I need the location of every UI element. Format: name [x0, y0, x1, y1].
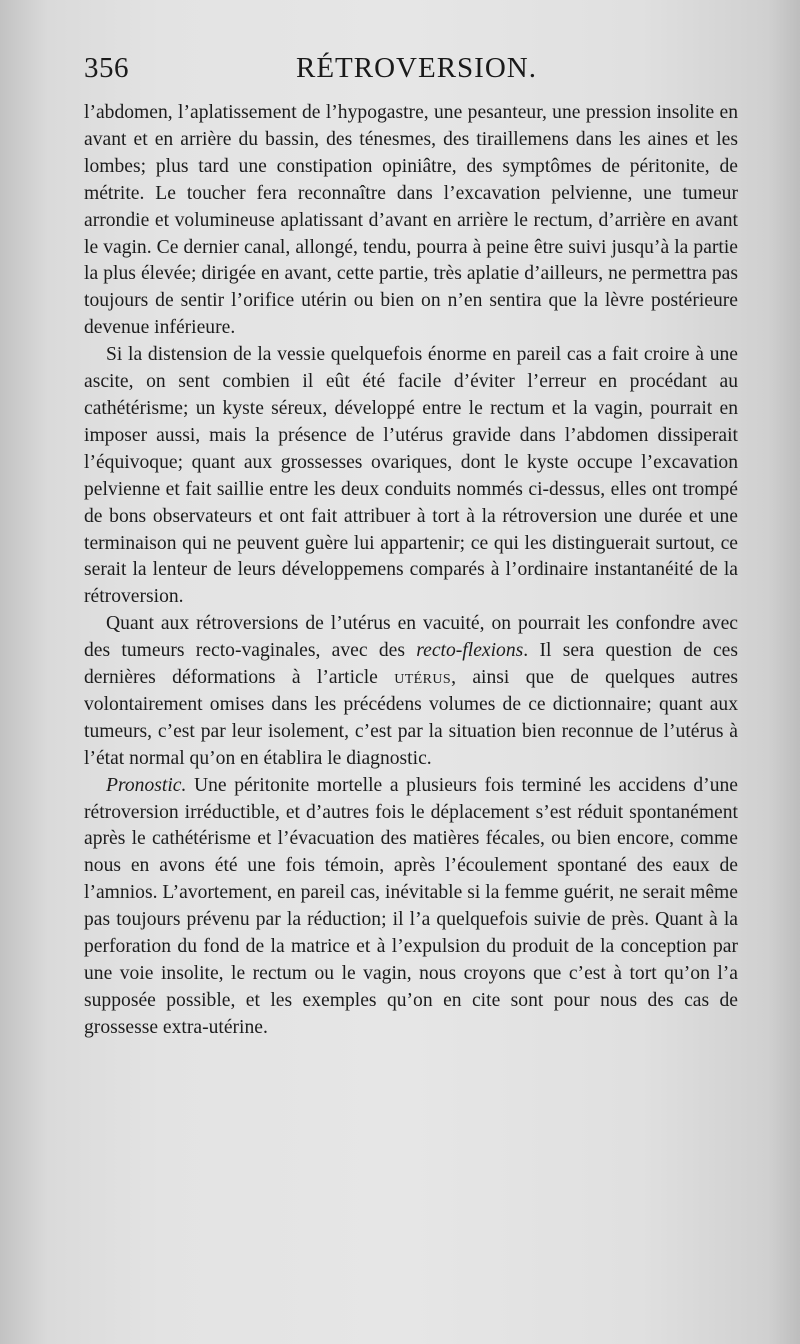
page-header-title: RÉTROVERSION. — [296, 52, 537, 84]
body-text — [84, 100, 738, 1042]
paragraph-3-text-middle: . Il sera question de ces dernières déformations à l’article — [84, 640, 738, 689]
running-head — [84, 52, 736, 92]
term-recto-flexions: recto-flexions — [416, 640, 524, 662]
paragraph-2: Si la distension de la vessie quelquefois énorme en pareil cas a fait croire à une ascite, on sent combien il eût été facile d’éviter l’erreur en procédant au cathétérisme; un kyste séreux, développé entre le rectum et la vagin, pourrait en imposer aussi, mais la présence de l’utérus gravide dans l’abdomen dissiperait l’équivoque; quant aux grossesses ovariques, dont le kyste occupe l’excavation pelvienne et fait saillie entre les deux conduits nommés ci-dessus, elles ont trompé de bons observateurs et ont fait attribuer à tort à la rétroversion une durée et une terminaison qui ne peuvent guère lui appartenir; ce qui les distinguerait surtout, ce serait la lenteur de leurs développemens comparés à l’ordinaire instantanéité de la rétroversion. — [84, 344, 738, 608]
paragraph-3-text: Quant aux rétroversions de l’utérus en vacuité, on pourrait les confondre avec des tumeurs recto-vaginales, avec des — [84, 613, 738, 662]
paragraph-1: l’abdomen, l’aplatissement de l’hypogastre, une pesanteur, une pression insolite en avant et en arrière du bassin, des ténesmes, des tiraillemens dans les aines et les lombes; plus tard une constipation opiniâtre, des symptômes de péritonite, de métrite. Le toucher fera reconnaître dans l’excavation pelvienne, une tumeur arrondie et volumineuse aplatissant d’avant en arrière le rectum, d’arrière en avant le vagin. Ce dernier canal, allongé, tendu, pourra à peine être suivi jusqu’à la partie la plus élevée; dirigée en avant, cette partie, très aplatie d’ailleurs, ne permettra pas toujours de sentir l’orifice utérin ou bien on n’en sentira que la lèvre postérieure devenue inférieure. — [84, 102, 738, 339]
article-reference: utérus — [394, 667, 452, 689]
section-heading-pronostic: Pronostic. — [106, 774, 187, 796]
page-number: 356 — [84, 52, 129, 84]
paragraph-4 — [84, 773, 738, 1042]
paragraph-4-text: Une péritonite mortelle a plusieurs fois terminé les accidens d’une rétroversion irréductible, et d’autres fois le déplacement s’est réduit spontanément après le cathétérisme et l’évacuation des matières fécales, ou bien encore, comme nous en avons été une fois témoin, après l’écoulement spontané des eaux de l’amnios. L’avortement, en pareil cas, inévitable si la femme guérit, ne serait même pas toujours prévenu par la réduction; il l’a quelquefois suivie de près. Quant à la perforation du fond de la matrice et à l’expulsion du produit de la conception par une voie insolite, le rectum ou le vagin, nous croyons que c’est à tort qu’on l’a supposée possible, et les exemples qu’on en cite sont pour nous des cas de grossesse extra-utérine. — [84, 774, 738, 1038]
paragraph-3 — [84, 611, 738, 772]
paragraph-3-text-end: , ainsi que de quelques autres volontairement omises dans les précédens volumes de ce dictionnaire; quant aux tumeurs, c’est par leur isolement, c’est par la situation bien reconnue de l’utérus à l’état normal qu’on en établira le diagnostic. — [84, 667, 738, 769]
